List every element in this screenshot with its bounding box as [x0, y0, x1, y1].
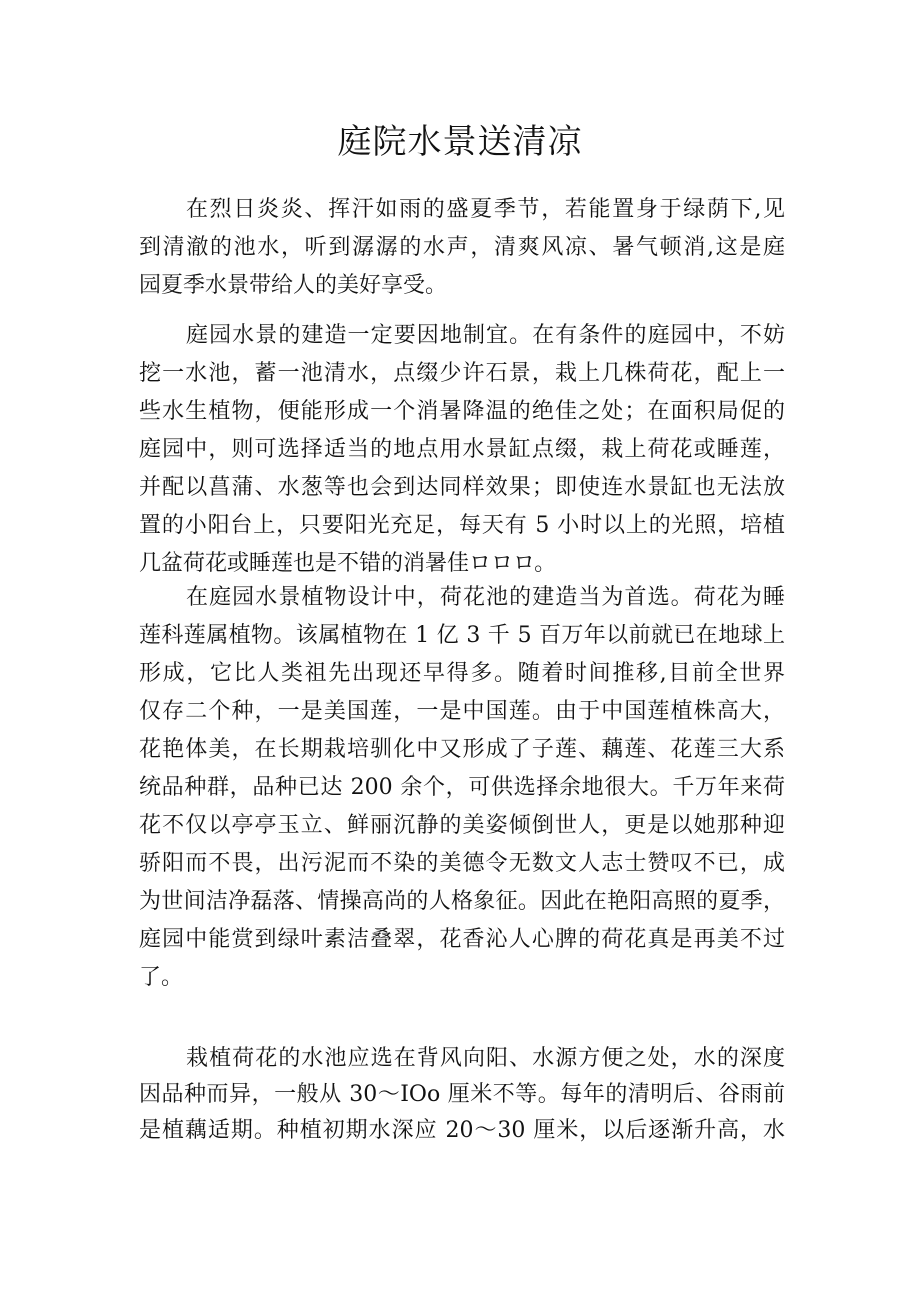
text-line: 挖一水池，蓄一池清水，点缀少许石景，栽上几株荷花，配上一	[139, 361, 785, 386]
text-line: 为世间洁净磊落、情操高尚的人格象征。因此在艳阳高照的夏季，	[139, 889, 785, 914]
page-title: 庭院水景送清凉	[337, 122, 583, 162]
paragraph-1	[139, 191, 785, 305]
text-line: 置的小阳台上，只要阳光充足，每天有 5 小时以上的光照，培植	[139, 513, 785, 538]
text-line: 莲科莲属植物。该属植物在 1 亿 3 千 5 百万年以前就已在地球上	[139, 623, 785, 648]
text-line: 栽植荷花的水池应选在背风向阳、水源方便之处，水的深度	[186, 1046, 785, 1071]
paragraph-2	[139, 317, 785, 583]
text-line: 花艳体美，在长期栽培驯化中又形成了子莲、藕莲、花莲三大系	[139, 737, 785, 762]
text-line: 了。	[139, 965, 184, 990]
text-line: 花不仅以亭亭玉立、鲜丽沉静的美姿倾倒世人，更是以她那种迎	[139, 813, 785, 838]
text-line: 些水生植物，便能形成一个消暑降温的绝佳之处；在面积局促的	[139, 399, 785, 424]
text-line: 到清澈的池水，听到潺潺的水声，清爽风凉、暑气顿消,这是庭	[139, 235, 785, 260]
paragraph-3	[139, 579, 785, 997]
paragraph-4	[139, 1041, 785, 1149]
text-line: 形成，它比人类祖先出现还早得多。随着时间推移,目前全世界	[139, 661, 785, 686]
text-line: 并配以菖蒲、水葱等也会到达同样效果；即使连水景缸也无法放	[139, 475, 785, 500]
text-line: 仅存二个种，一是美国莲，一是中国莲。由于中国莲植株高大，	[139, 699, 785, 724]
text-line: 统品种群，品种已达 200 余个，可供选择余地很大。千万年来荷	[139, 775, 785, 800]
text-line: 几盆荷花或睡莲也是不错的消暑佳ロロロ。	[139, 551, 557, 576]
text-line: 是植藕适期。种植初期水深应 20～30 厘米，以后逐渐升高，水	[139, 1118, 785, 1143]
text-line: 园夏季水景带给人的美好享受。	[139, 273, 448, 298]
text-line: 庭园中能赏到绿叶素洁叠翠，花香沁人心脾的荷花真是再美不过	[139, 927, 785, 952]
text-line: 在烈日炎炎、挥汗如雨的盛夏季节，若能置身于绿荫下,见	[186, 197, 785, 222]
text-line: 骄阳而不畏，出污泥而不染的美德令无数文人志士赞叹不已，成	[139, 851, 785, 876]
text-line: 在庭园水景植物设计中，荷花池的建造当为首选。荷花为睡	[186, 585, 785, 610]
text-line: 庭园水景的建造一定要因地制宜。在有条件的庭园中，不妨	[186, 323, 785, 348]
text-line: 因品种而异，一般从 30～IOo 厘米不等。每年的清明后、谷雨前	[139, 1082, 785, 1107]
text-line: 庭园中，则可选择适当的地点用水景缸点缀，栽上荷花或睡莲，	[139, 437, 785, 462]
